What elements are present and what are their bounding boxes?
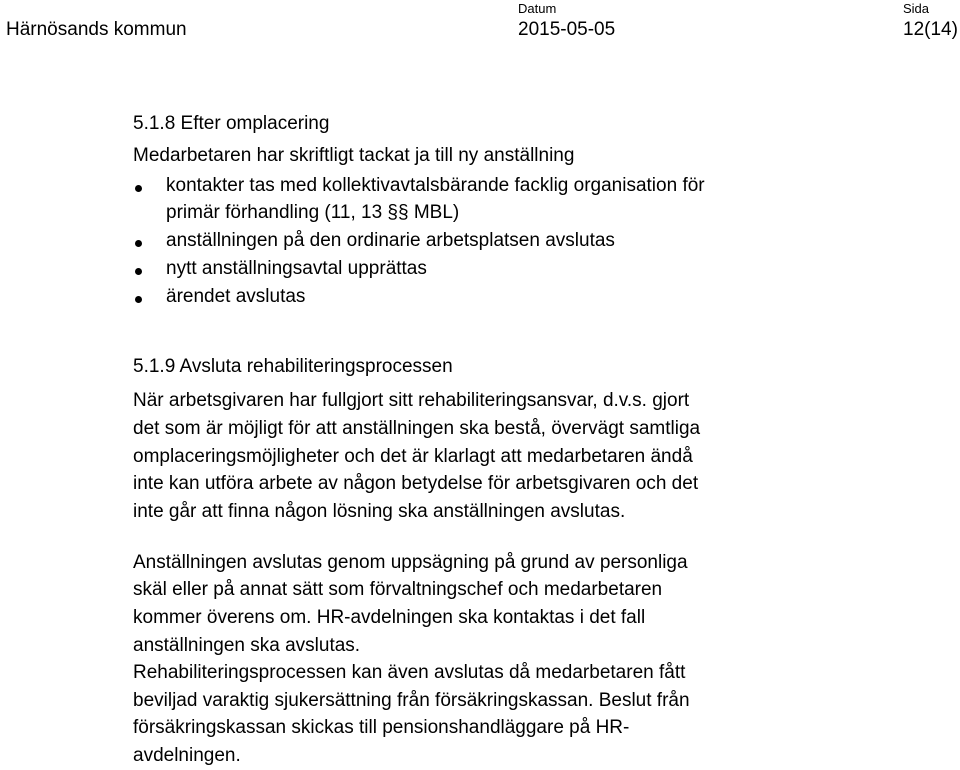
paragraph-line: skäl eller på annat sätt som förvaltningschef och medarbetaren (133, 579, 663, 600)
paragraph-line: det som är möjligt för att anställningen ska bestå, övervägt samtliga (133, 418, 701, 439)
bullet-icon (135, 296, 142, 303)
paragraph-line: Anställningen avslutas genom uppsägning på grund av personliga (133, 552, 688, 573)
bullet-icon (135, 185, 142, 192)
bullet-icon (135, 240, 142, 247)
paragraph-line: anställningen ska avslutas. (133, 635, 361, 656)
section-intro: Medarbetaren har skriftligt tackat ja till ny anställning (133, 145, 575, 166)
list-item-text: primär förhandling (11, 13 §§ MBL) (166, 202, 460, 223)
paragraph-line: avdelningen. (133, 745, 241, 766)
paragraph-line: beviljad varaktig sjukersättning från försäkringskassan. Beslut från (133, 690, 690, 711)
page-label: Sida (903, 1, 930, 16)
paragraph-line: kommer överens om. HR-avdelningen ska kontaktas i det fall (133, 607, 646, 628)
document-date: 2015-05-05 (518, 19, 616, 40)
section-heading: 5.1.9 Avsluta rehabiliteringsprocessen (133, 356, 453, 377)
paragraph-line: När arbetsgivaren har fullgjort sitt rehabiliteringsansvar, d.v.s. gjort (133, 390, 690, 411)
list-item-text: nytt anställningsavtal upprättas (166, 258, 427, 279)
paragraph-line: inte kan utföra arbete av någon betydelse för arbetsgivaren och det (133, 473, 699, 494)
list-item-text: ärendet avslutas (166, 286, 306, 307)
paragraph-line: Rehabiliteringsprocessen kan även avslutas då medarbetaren fått (133, 662, 686, 683)
date-label: Datum (518, 1, 557, 16)
bullet-icon (135, 268, 142, 275)
list-item-text: anställningen på den ordinarie arbetsplatsen avslutas (166, 230, 615, 251)
list-item-text: kontakter tas med kollektivavtalsbärande facklig organisation för (166, 175, 705, 196)
paragraph-line: omplaceringsmöjligheter och det är klarlagt att medarbetaren ändå (133, 446, 693, 467)
paragraph-line: försäkringskassan skickas till pensionshandläggare på HR- (133, 717, 630, 738)
paragraph-line: inte går att finna någon lösning ska anställningen avslutas. (133, 501, 626, 522)
page-number: 12(14) (903, 19, 958, 40)
section-heading: 5.1.8 Efter omplacering (133, 113, 330, 134)
organization-name: Härnösands kommun (6, 19, 187, 40)
